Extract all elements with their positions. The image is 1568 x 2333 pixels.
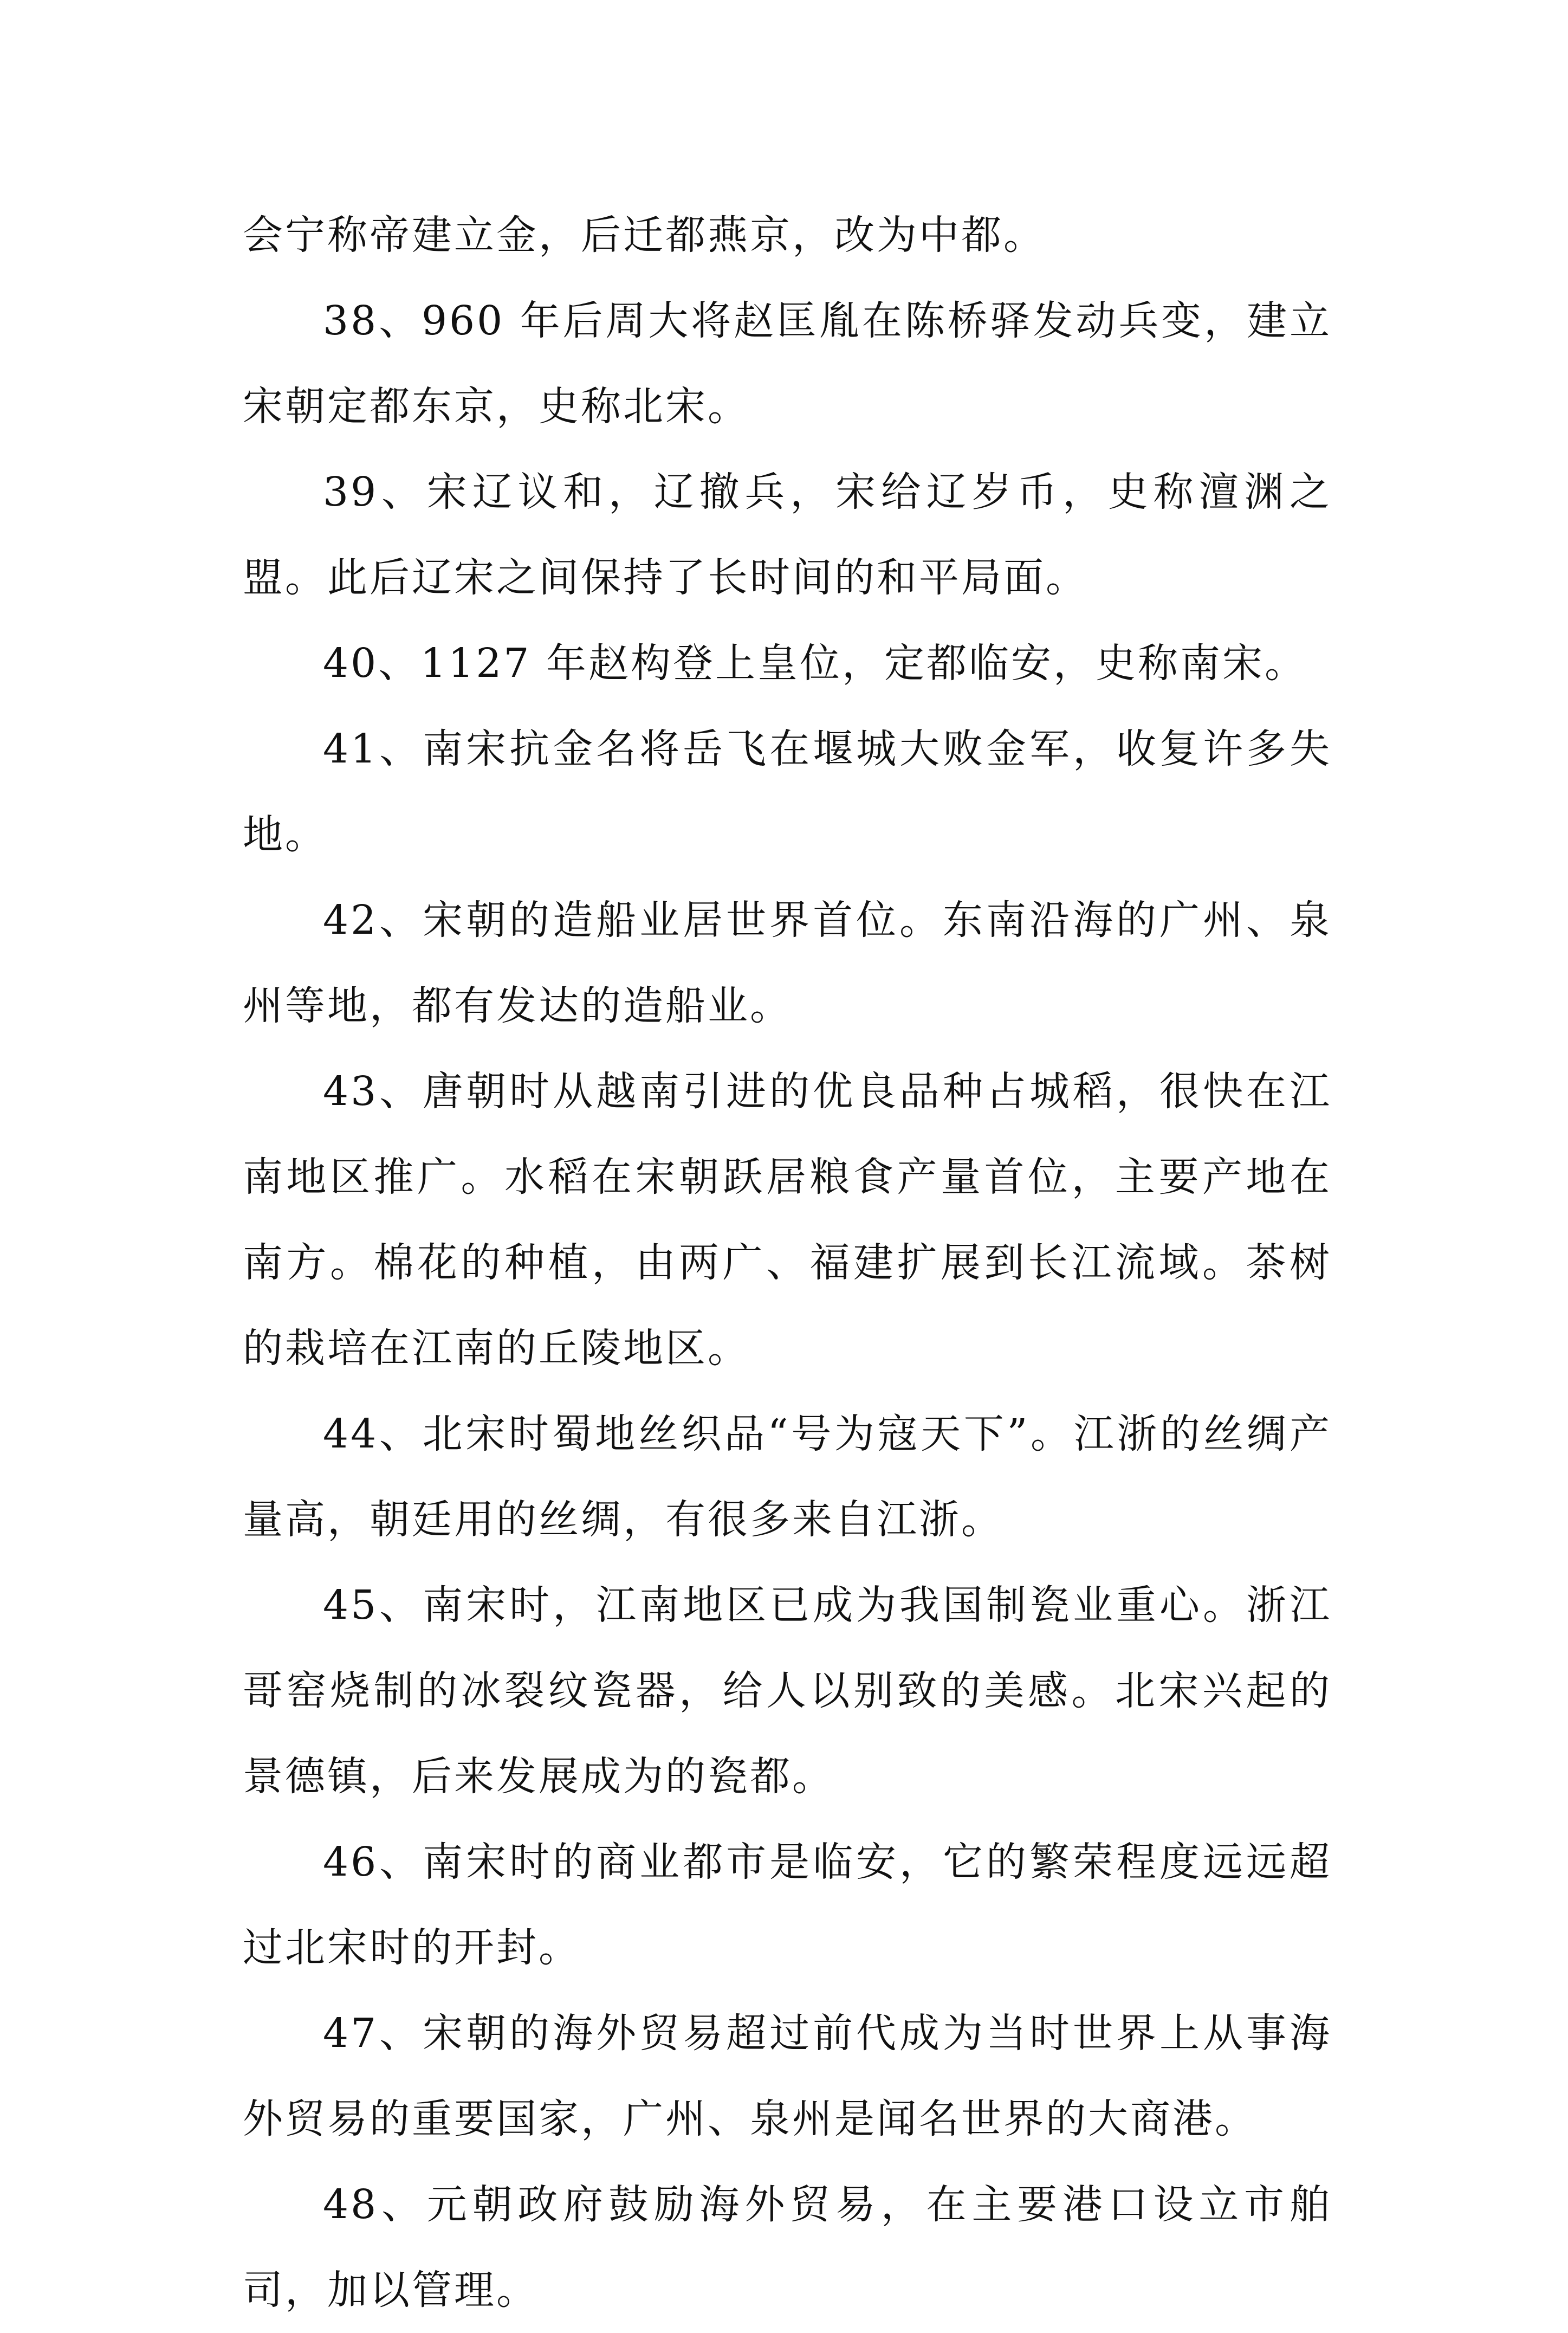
paragraph-44: 44、北宋时蜀地丝织品“号为寇天下”。江浙的丝绸产量高，朝廷用的丝绸，有很多来自江浙。: [243, 1411, 1332, 1543]
paragraph-45: 45、南宋时，江南地区已成为我国制瓷业重心。浙江哥窑烧制的冰裂纹瓷器，给人以别致的美感。北宋兴起的景德镇，后来发展成为的瓷都。: [243, 1582, 1332, 1800]
paragraph-39: 39、宋辽议和，辽撤兵，宋给辽岁币，史称澶渊之盟。此后辽宋之间保持了长时间的和平局面。: [243, 469, 1332, 601]
paragraph-41: 41、南宋抗金名将岳飞在堰城大败金军，收复许多失地。: [243, 726, 1332, 858]
paragraph-42: 42、宋朝的造船业居世界首位。东南沿海的广州、泉州等地，都有发达的造船业。: [243, 897, 1332, 1029]
paragraph-46: 46、南宋时的商业都市是临安，它的繁荣程度远远超过北宋时的开封。: [243, 1839, 1332, 1971]
paragraph-38: 38、960 年后周大将赵匡胤在陈桥驿发动兵变，建立宋朝定都东京，史称北宋。: [243, 298, 1332, 430]
paragraph-43: 43、唐朝时从越南引进的优良品种占城稻，很快在江南地区推广。水稻在宋朝跃居粮食产量首位，主要产地在南方。棉花的种植，由两广、福建扩展到长江流域。茶树的栽培在江南的丘陵地区。: [243, 1068, 1332, 1372]
paragraph-continuation: 会宁称帝建立金，后迁都燕京，改为中都。: [243, 212, 1046, 258]
paragraph-47: 47、宋朝的海外贸易超过前代成为当时世界上从事海外贸易的重要国家，广州、泉州是闻名世界的大商港。: [243, 2010, 1332, 2142]
document-body: [243, 192, 1332, 2333]
paragraph-40: 40、1127 年赵构登上皇位，定都临安，史称南宋。: [323, 640, 1307, 687]
paragraph-48: 48、元朝政府鼓励海外贸易，在主要港口设立市舶司，加以管理。: [243, 2181, 1332, 2313]
